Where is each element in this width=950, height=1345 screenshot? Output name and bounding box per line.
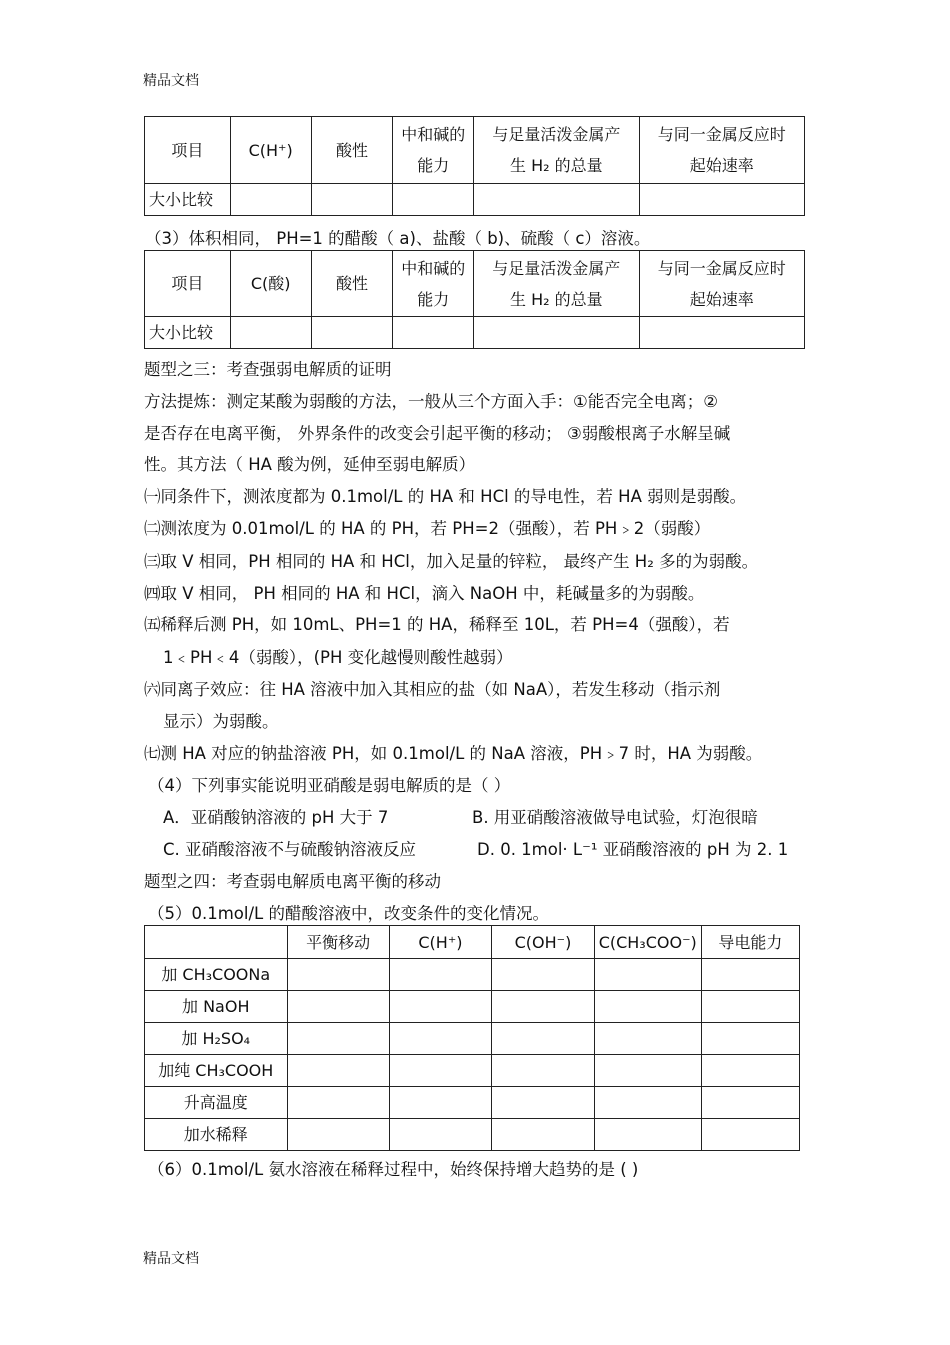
- table-2: [144, 250, 805, 349]
- question-5: （5）0.1mol/L 的醋酸溶液中，改变条件的变化情况。: [148, 904, 549, 923]
- method-line-2: 是否存在电离平衡， 外界条件的改变会引起平衡的移动； ③弱酸根离子水解呈碱: [144, 424, 731, 443]
- table-3-cell: [287, 1119, 389, 1151]
- table-2-header-item: 项目: [145, 251, 231, 317]
- table-1-cell: [230, 184, 311, 216]
- table-1-header-ch: C(H⁺): [230, 117, 311, 184]
- table-2-header-neutralize: 中和碱的 能力: [393, 251, 474, 317]
- table-2-cell: [639, 317, 804, 349]
- table-2-header-acid-conc: C(酸): [230, 251, 311, 317]
- question-4: （4）下列事实能说明亚硝酸是弱电解质的是（ ）: [148, 776, 511, 795]
- option-a: A．亚硝酸钠溶液的 pH 大于 7: [163, 808, 389, 827]
- method-line-3: 性。其方法（ HA 酸为例，延伸至弱电解质）: [144, 455, 476, 474]
- table-1-header-h2-total: 与足量活泼金属产 生 H₂ 的总量: [474, 117, 639, 184]
- table-3-cell: [389, 959, 491, 991]
- table-3-cell: [701, 1023, 799, 1055]
- table-3-cell: [594, 991, 701, 1023]
- method-item-5: ㈤稀释后测 PH，如 10mL、PH=1 的 HA，稀释至 10L，若 PH=4（强酸），若: [144, 615, 730, 634]
- question-3: （3）体积相同， PH=1 的醋酸（ a)、盐酸（ b)、硫酸（ c）溶液。: [145, 229, 651, 248]
- method-item-5-cont: 1﹤PH﹤4（弱酸），(PH 变化越慢则酸性越弱）: [163, 648, 513, 667]
- table-3-header-blank: [145, 926, 288, 959]
- table-3-cell: [492, 1087, 595, 1119]
- table-2-cell: [230, 317, 311, 349]
- table-3-cell: [594, 1119, 701, 1151]
- table-2-cell: [474, 317, 639, 349]
- table-3-row-label: 加纯 CH₃COOH: [145, 1055, 288, 1087]
- table-3-header-ch: C(H⁺): [389, 926, 491, 959]
- table-3-cell: [389, 1087, 491, 1119]
- table-3-cell: [701, 991, 799, 1023]
- table-3-header-shift: 平衡移动: [287, 926, 389, 959]
- method-item-6-cont: 显示）为弱酸。: [163, 712, 279, 731]
- method-line-1: 方法提炼：测定某酸为弱酸的方法，一般从三个方面入手：①能否完全电离；②: [144, 392, 719, 411]
- table-3-row-label: 加水稀释: [145, 1119, 288, 1151]
- table-1-cell: [393, 184, 474, 216]
- table-3-cell: [594, 1055, 701, 1087]
- section-4-title: 题型之四：考查弱电解质电离平衡的移动: [144, 872, 441, 891]
- table-3-row-label: 加 NaOH: [145, 991, 288, 1023]
- option-d: D. 0. 1mol· L⁻¹ 亚硝酸溶液的 pH 为 2. 1: [477, 840, 789, 859]
- table-3-cell: [287, 1023, 389, 1055]
- method-item-3: ㈢取 V 相同，PH 相同的 HA 和 HCl，加入足量的锌粒， 最终产生 H₂ 多的为弱酸。: [144, 552, 759, 571]
- table-1-cell: [311, 184, 393, 216]
- table-1-cell: [639, 184, 804, 216]
- table-3-cell: [594, 959, 701, 991]
- table-2-cell: [311, 317, 393, 349]
- method-item-1: ㈠同条件下，测浓度都为 0.1mol/L 的 HA 和 HCl 的导电性，若 HA 弱则是弱酸。: [144, 487, 747, 506]
- table-3-cell: [701, 1055, 799, 1087]
- table-3-cell: [492, 1119, 595, 1151]
- table-3-header-cacetate: C(CH₃COO⁻): [594, 926, 701, 959]
- page-header: 精品文档: [143, 73, 199, 89]
- option-b: B. 用亚硝酸溶液做导电试验，灯泡很暗: [472, 808, 758, 827]
- table-3-cell: [492, 959, 595, 991]
- table-3-cell: [389, 1119, 491, 1151]
- question-6: （6）0.1mol/L 氨水溶液在稀释过程中，始终保持增大趋势的是 ( ): [148, 1160, 639, 1179]
- method-item-7: ㈦测 HA 对应的钠盐溶液 PH，如 0.1mol/L 的 NaA 溶液，PH﹥7 时，HA 为弱酸。: [144, 744, 763, 763]
- table-3-row-label: 加 H₂SO₄: [145, 1023, 288, 1055]
- table-3-cell: [701, 1087, 799, 1119]
- table-2-row-label: 大小比较: [145, 317, 231, 349]
- table-3-cell: [492, 1055, 595, 1087]
- table-3-cell: [492, 1023, 595, 1055]
- table-1-header-item: 项目: [145, 117, 231, 184]
- table-3-row-label: 升高温度: [145, 1087, 288, 1119]
- method-item-6: ㈥同离子效应：往 HA 溶液中加入其相应的盐（如 NaA），若发生移动（指示剂: [144, 680, 721, 699]
- table-1: [144, 116, 805, 216]
- method-item-2: ㈡测浓度为 0.01mol/L 的 HA 的 PH，若 PH=2（强酸），若 PH﹥2（弱酸）: [144, 519, 711, 538]
- table-3-cell: [287, 991, 389, 1023]
- table-3-cell: [287, 959, 389, 991]
- table-3-row-label: 加 CH₃COONa: [145, 959, 288, 991]
- table-3-cell: [594, 1023, 701, 1055]
- table-3-cell: [492, 991, 595, 1023]
- method-item-4: ㈣取 V 相同， PH 相同的 HA 和 HCl，滴入 NaOH 中，耗碱量多的为弱酸。: [144, 584, 705, 603]
- table-3: [144, 925, 800, 1151]
- table-2-cell: [393, 317, 474, 349]
- table-3-cell: [287, 1055, 389, 1087]
- table-1-header-neutralize: 中和碱的 能力: [393, 117, 474, 184]
- table-3-cell: [389, 1055, 491, 1087]
- section-3-title: 题型之三：考查强弱电解质的证明: [144, 360, 392, 379]
- table-3-cell: [389, 1023, 491, 1055]
- table-3-cell: [287, 1087, 389, 1119]
- table-1-row-label: 大小比较: [145, 184, 231, 216]
- page-footer: 精品文档: [143, 1251, 199, 1267]
- table-1-cell: [474, 184, 639, 216]
- table-3-cell: [594, 1087, 701, 1119]
- table-3-cell: [389, 991, 491, 1023]
- table-1-header-acidity: 酸性: [311, 117, 393, 184]
- table-2-header-h2-total: 与足量活泼金属产 生 H₂ 的总量: [474, 251, 639, 317]
- table-3-cell: [701, 1119, 799, 1151]
- table-2-header-acidity: 酸性: [311, 251, 393, 317]
- option-c: C. 亚硝酸溶液不与硫酸钠溶液反应: [163, 840, 417, 859]
- table-3-cell: [701, 959, 799, 991]
- table-3-header-conductivity: 导电能力: [701, 926, 799, 959]
- table-1-header-rate: 与同一金属反应时 起始速率: [639, 117, 804, 184]
- table-2-header-rate: 与同一金属反应时 起始速率: [639, 251, 804, 317]
- table-3-header-coh: C(OH⁻): [492, 926, 595, 959]
